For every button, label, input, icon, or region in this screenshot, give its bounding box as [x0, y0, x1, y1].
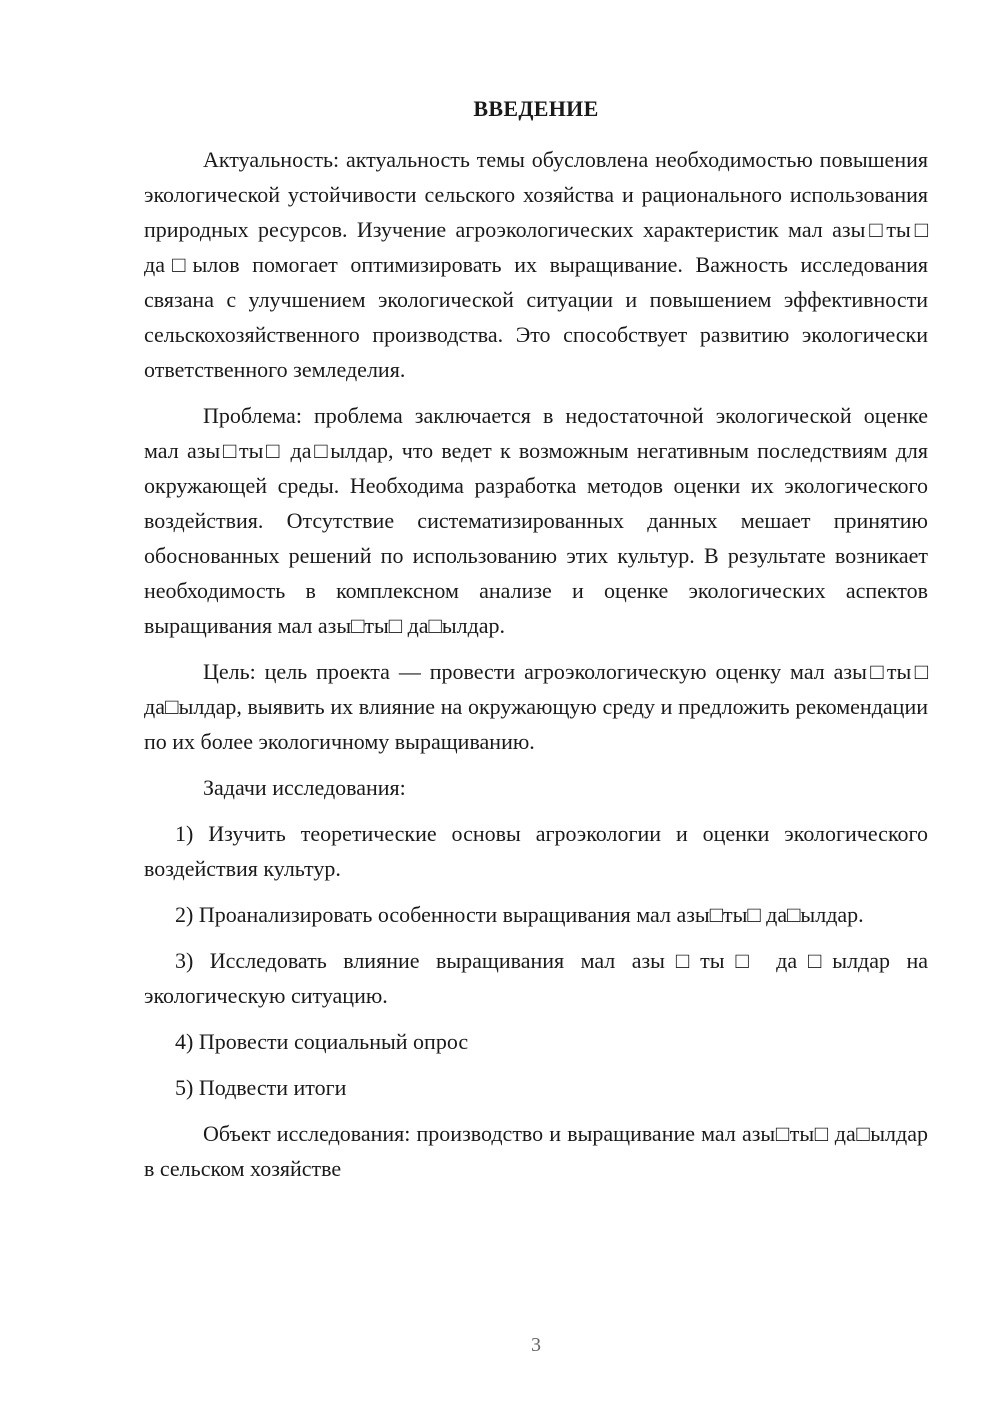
task-item-4: 4) Провести социальный опрос — [175, 1029, 469, 1054]
goal-paragraph: Цель: цель проекта — провести агроэкологическую оценку мал азы□ты□ да□ылдар, выявить их влияние на окружающую среду и предложить рекомендации по их более экологичному выращиванию. — [144, 659, 928, 754]
object-paragraph: Объект исследования: производство и выращивание мал азы□ты□ да□ылдар в сельском хозяйстве — [144, 1121, 928, 1181]
task-item-2: 2) Проанализировать особенности выращивания мал азы□ты□ да□ылдар. — [175, 902, 864, 927]
page-number: 3 — [531, 1334, 541, 1356]
relevance-paragraph: Актуальность: актуальность темы обусловлена необходимостью повышения экологической устойчивости сельского хозяйства и рационального использования природных ресурсов. Изучение агроэкологических характеристик мал азы□ты□ да□ылов помогает оптимизировать их выращивание. Важность исследования связана с улучшением экологической ситуации и повышением эффективности сельскохозяйственного производства. Это способствует развитию экологически ответственного земледелия. — [144, 147, 928, 382]
tasks-title: Задачи исследования: — [203, 775, 406, 800]
task-item-5: 5) Подвести итоги — [175, 1075, 347, 1100]
task-item-1: 1) Изучить теоретические основы агроэкологии и оценки экологического воздействия культур. — [144, 821, 928, 881]
problem-paragraph: Проблема: проблема заключается в недостаточной экологической оценке мал азы□ты□ да□ылдар, что ведет к возможным негативным последствиям для окружающей среды. Необходима разработка методов оценки их экологического воздействия. Отсутствие систематизированных данных мешает принятию обоснованных решений по использованию этих культур. В результате возникает необходимость в комплексном анализе и оценке экологических аспектов выращивания мал азы□ты□ да□ылдар. — [144, 403, 928, 638]
section-heading: ВВЕДЕНИЕ — [473, 96, 599, 121]
task-item-3: 3) Исследовать влияние выращивания мал азы□ты□ да□ылдар на экологическую ситуацию. — [144, 948, 928, 1008]
document-body — [144, 142, 928, 1197]
